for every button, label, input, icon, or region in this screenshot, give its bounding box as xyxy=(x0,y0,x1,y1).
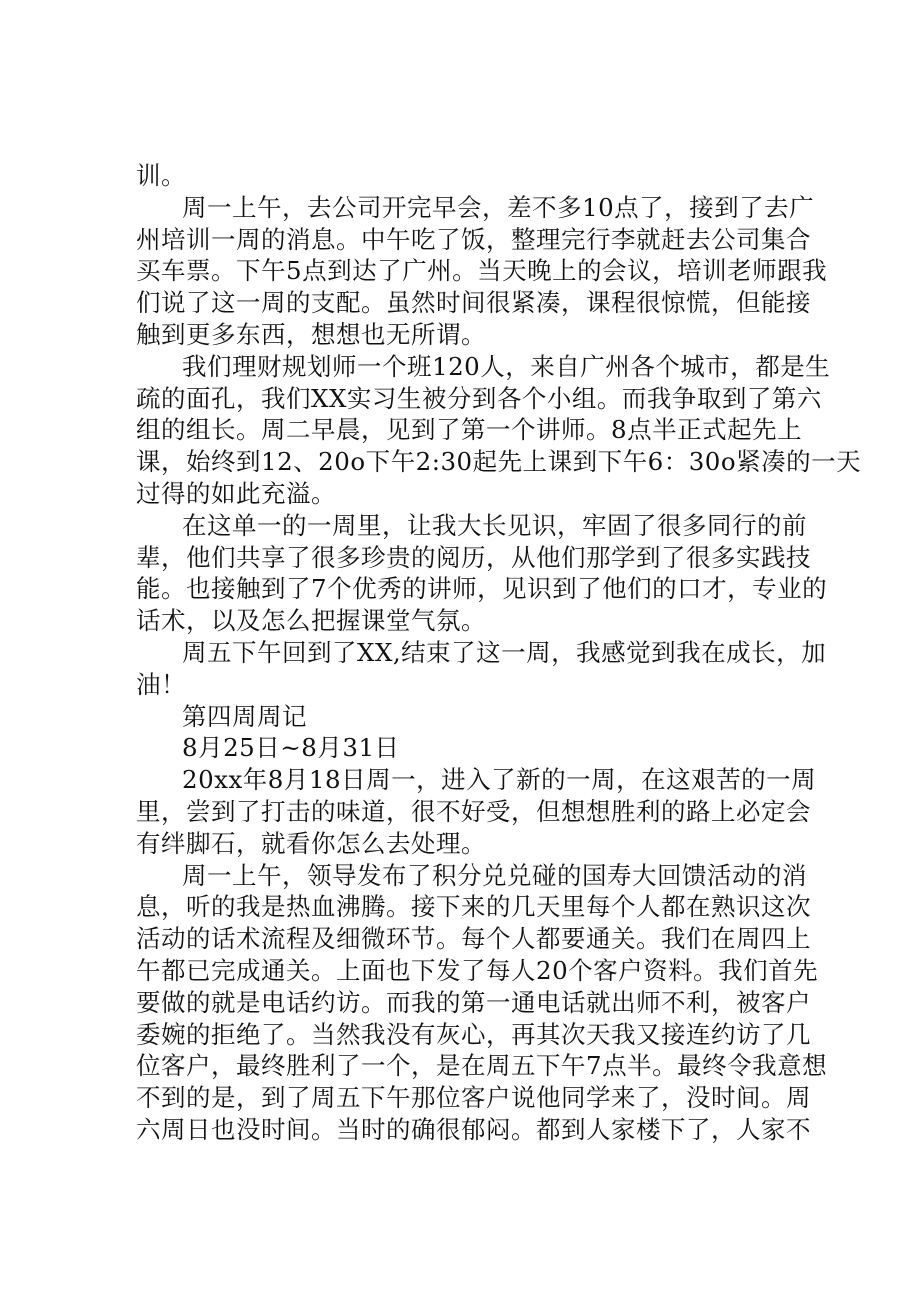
text-line: 州培训一周的消息。中午吃了饭，整理完行李就赶去公司集合 xyxy=(136,224,811,254)
text-line: 能。也接触到了7个优秀的讲师，见识到了他们的口才，专业的 xyxy=(136,574,828,604)
text-line: 组的组长。周二早晨，见到了第一个讲师。8点半正式起先上 xyxy=(136,415,803,445)
date-range xyxy=(136,732,776,764)
paragraph-friday-return xyxy=(136,637,827,701)
paragraph-activity xyxy=(136,860,828,1146)
text-line: 我们理财规划师一个班120人，来自广州各个城市，都是生 xyxy=(182,351,831,381)
text-line: 有绊脚石，就看你怎么去处理。 xyxy=(136,828,486,858)
text-line: 买车票。下午5点到达了广州。当天晚上的会议，培训老师跟我 xyxy=(136,256,828,286)
paragraph-week-learning xyxy=(136,510,828,637)
paragraph-fragment xyxy=(136,160,776,192)
paragraph-class-group xyxy=(136,351,862,510)
text-line: 周五下午回到了XX,结束了这一周，我感觉到我在成长，加 xyxy=(182,637,827,667)
text-line: 过得的如此充溢。 xyxy=(136,478,336,508)
text-line: 训。 xyxy=(136,161,186,190)
week-four-title: 第四周周记 xyxy=(182,701,307,731)
date-range-text: 8月25日~8月31日 xyxy=(182,733,400,763)
paragraph-guangzhou-training xyxy=(136,192,828,351)
text-line: 课，始终到12、20o下午2:30起先上课到下午6：30o紧凑的一天 xyxy=(136,447,862,477)
text-line: 周一上午，去公司开完早会，差不多10点了，接到了去广 xyxy=(182,192,815,222)
text-line: 话术，以及怎么把握课堂气氛。 xyxy=(136,606,486,636)
text-line: 不到的是，到了周五下午那位客户说他同学来了，没时间。周 xyxy=(136,1083,811,1113)
document-body xyxy=(136,160,862,1146)
text-line: 六周日也没时间。当时的确很郁闷。都到人家楼下了，人家不 xyxy=(136,1114,811,1144)
text-line: 辈，他们共享了很多珍贵的阅历，从他们那学到了很多实践技 xyxy=(136,542,811,572)
text-line: 油！ xyxy=(136,669,186,699)
text-line: 委婉的拒绝了。当然我没有灰心，再其次天我又接连约访了几 xyxy=(136,1019,811,1049)
text-line: 周一上午，领导发布了积分兑兑碰的国寿大回馈活动的消 xyxy=(182,860,807,890)
text-line: 息，听的我是热血沸腾。接下来的几天里每个人都在熟识这次 xyxy=(136,892,811,922)
text-line: 20xx年8月18日周一，进入了新的一周，在这艰苦的一周 xyxy=(182,765,817,795)
text-line: 活动的话术流程及细微环节。每个人都要通关。我们在周四上 xyxy=(136,924,811,954)
text-line: 触到更多东西，想想也无所谓。 xyxy=(136,319,486,349)
text-line: 疏的面孔，我们XX实习生被分到各个小组。而我争取到了第六 xyxy=(136,383,822,413)
text-line: 在这单一的一周里，让我大长见识，牢固了很多同行的前 xyxy=(182,510,807,540)
text-line: 要做的就是电话约访。而我的第一通电话就出师不利，被客户 xyxy=(136,987,811,1017)
text-line: 们说了这一周的支配。虽然时间很紧凑，课程很惊慌，但能接 xyxy=(136,288,811,318)
text-line: 午都已完成通关。上面也下发了每人20个客户资料。我们首先 xyxy=(136,955,819,985)
text-line: 位客户，最终胜利了一个，是在周五下午7点半。最终令我意想 xyxy=(136,1051,828,1081)
text-line: 里，尝到了打击的味道，很不好受，但想想胜利的路上必定会 xyxy=(136,796,811,826)
paragraph-new-week xyxy=(136,764,817,859)
section-heading xyxy=(136,701,776,733)
